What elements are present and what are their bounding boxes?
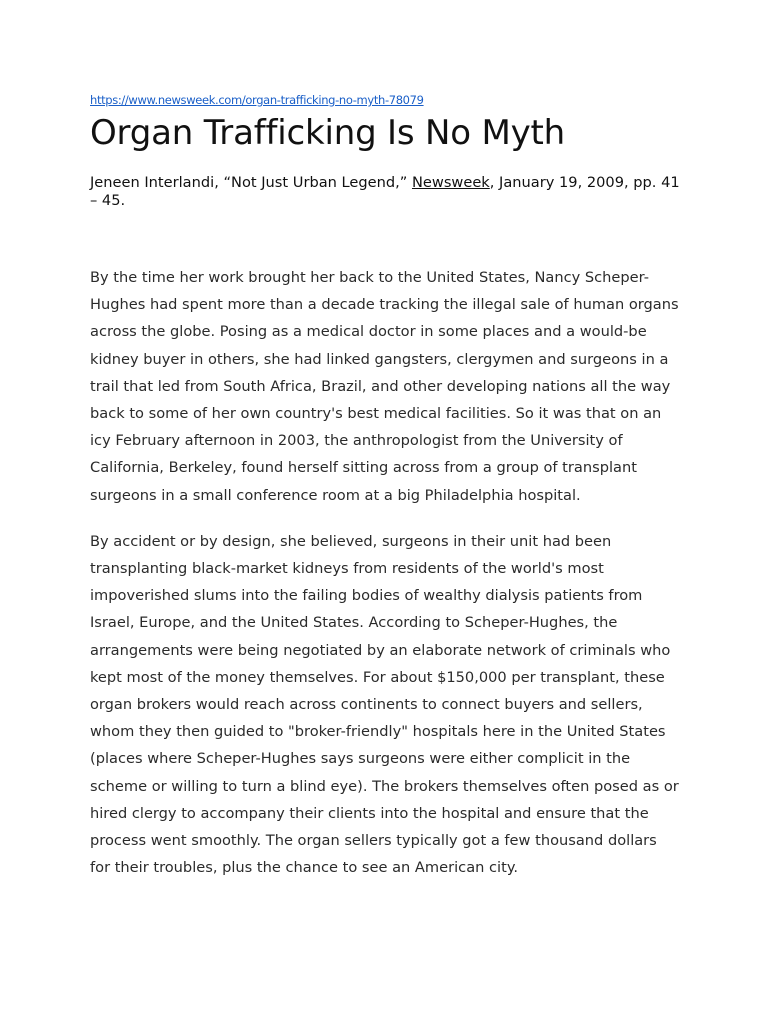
citation-date-pages: , January 19, 2009, pp. 41 – 45. (90, 174, 680, 209)
article-body (90, 264, 680, 881)
source-link[interactable]: https://www.newsweek.com/organ-trafficking-no-myth-78079 (90, 93, 424, 107)
citation-author-article: Jeneen Interlandi, “Not Just Urban Legend,” (90, 174, 412, 191)
citation-publication: Newsweek (411, 174, 490, 191)
body-paragraph: By accident or by design, she believed, surgeons in their unit had been transplanting black-market kidneys from residents of the world's most impoverished slums into the failing bodies of wealthy dialysis patients from Israel, Europe, and the United States. According to Scheper-Hughes, the arrangements were being negotiated by an elaborate network of criminals who kept most of the money themselves. For about $150,000 per transplant, these organ brokers would reach across continents to connect buyers and sellers, whom they then guided to "broker-friendly" hospitals here in the United States (places where Scheper-Hughes says surgeons were either complicit in the scheme or willing to turn a blind eye). The brokers themselves often posed as or hired clergy to accompany their clients into the hospital and ensure that the process went smoothly. The organ sellers typically got a few thousand dollars for their troubles, plus the chance to see an American city. (90, 532, 679, 877)
body-paragraph: By the time her work brought her back to the United States, Nancy Scheper-Hughes had spent more than a decade tracking the illegal sale of human organs across the globe. Posing as a medical doctor in some places and a would-be kidney buyer in others, she had linked gangsters, clergymen and surgeons in a trail that led from South Africa, Brazil, and other developing nations all the way back to some of her own country's best medical facilities. So it was that on an icy February afternoon in 2003, the anthropologist from the University of California, Berkeley, found herself sitting across from a group of transplant surgeons in a small conference room at a big Philadelphia hospital. (90, 269, 679, 504)
page-title: Organ Trafficking Is No Myth (90, 113, 565, 153)
document-page (90, 93, 680, 900)
citation (90, 174, 680, 209)
